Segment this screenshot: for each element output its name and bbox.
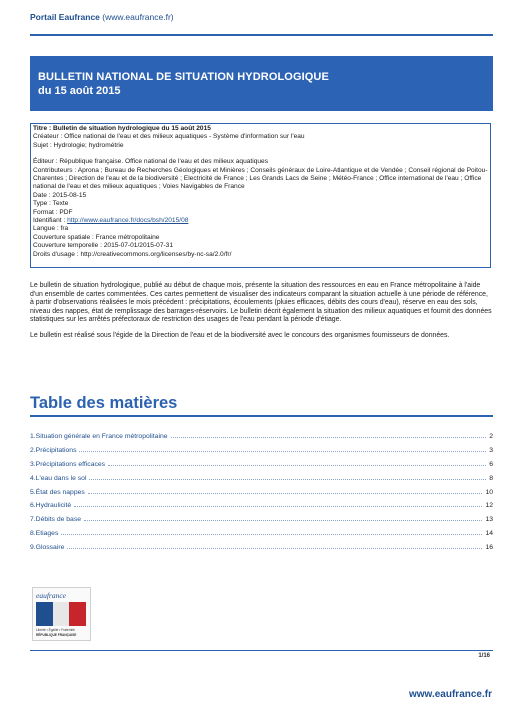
meta-droits: Droits d'usage : http://creativecommons.org/licenses/by-nc-sa/2.0/fr/ (33, 250, 232, 258)
toc-entry-page: 6 (489, 460, 493, 468)
page-number: 1/16 (478, 653, 490, 659)
toc-entry-label: 1.Situation générale en France métropolitaine (30, 433, 168, 440)
toc-entry-label: 9.Glossaire (30, 544, 65, 552)
toc-entry-label: 8.Etiages (30, 530, 59, 538)
toc-entry-label: 3.Précipitations efficaces (30, 460, 106, 468)
french-flag-icon (36, 602, 86, 626)
toc-entry-page: 3 (489, 446, 493, 454)
toc-entry[interactable] (30, 529, 493, 543)
toc-leader (171, 432, 487, 438)
toc-entry-page: 13 (485, 516, 493, 524)
table-of-contents (30, 432, 493, 557)
toc-leader (89, 474, 486, 480)
toc-entry[interactable] (30, 488, 493, 502)
metadata-box (30, 123, 491, 268)
toc-entry-page: 8 (489, 474, 493, 482)
toc-entry-page: 10 (485, 488, 493, 496)
meta-couverture-temporelle: Couverture temporelle : 2015-07-01/2015-07-31 (33, 242, 174, 250)
toc-entry-page: 2 (489, 433, 493, 440)
toc-entry-label: 6.Hydraulicité (30, 502, 72, 510)
toc-entry-label: 5.État des nappes (30, 488, 85, 496)
footer-url-link[interactable]: www.eaufrance.fr (409, 689, 492, 700)
portal-header (30, 12, 174, 22)
portal-url[interactable]: (www.eaufrance.fr) (102, 12, 174, 22)
identifiant-link[interactable]: http://www.eaufrance.fr/docs/bsh/2015/08 (67, 217, 189, 225)
meta-titre: Titre : Bulletin de situation hydrologique du 15 août 2015 (33, 125, 211, 132)
meta-createur: Créateur : Office national de l'eau et des milieux aquatiques - Système d'information sur l'eau (33, 133, 305, 141)
toc-entry-label: 4.L'eau dans le sol (30, 474, 87, 482)
meta-editeur: Éditeur : République française. Office national de l'eau et des milieux aquatiques (33, 158, 268, 166)
toc-leader (108, 460, 486, 466)
toc-entry-page: 16 (485, 544, 493, 552)
logo-brand: eaufrance (36, 591, 66, 600)
toc-entry[interactable] (30, 460, 493, 474)
toc-entry-label: 2.Précipitations (30, 446, 77, 454)
footer-divider (30, 650, 493, 651)
toc-entry[interactable] (30, 501, 493, 515)
toc-heading: Table des matières (30, 394, 178, 412)
toc-entry[interactable] (30, 446, 493, 460)
meta-identifiant (33, 217, 488, 225)
toc-entry-page: 12 (485, 502, 493, 510)
toc-leader (79, 446, 486, 452)
toc-entry[interactable] (30, 432, 493, 446)
toc-leader (74, 501, 482, 507)
document-title: BULLETIN NATIONAL DE SITUATION HYDROLOGIQUE (38, 71, 329, 83)
toc-entry[interactable] (30, 515, 493, 529)
toc-leader (84, 515, 482, 521)
intro-paragraph-2: Le bulletin est réalisé sous l'égide de la Direction de l'eau et de la biodiversité avec le concours des organismes fournisseurs de données. (30, 331, 450, 339)
meta-sujet: Sujet : Hydrologie; hydrométrie (33, 141, 124, 149)
toc-entry[interactable] (30, 474, 493, 488)
logo-motto: Liberté • Égalité • Fraternité (36, 628, 75, 632)
toc-leader (61, 529, 482, 535)
meta-langue: Langue : fra (33, 225, 69, 233)
introduction (30, 282, 493, 348)
portal-name: Portail Eaufrance (30, 12, 100, 22)
meta-format: Format : PDF (33, 208, 73, 216)
eaufrance-logo (32, 587, 91, 641)
toc-leader (67, 543, 482, 549)
intro-paragraph-1: Le bulletin de situation hydrologique, publié au début de chaque mois, présente la situation des ressources en eau en France métropolitaine à l'aide d'un ensemble de cartes commentées. Ces cartes permettent de visualiser des indicateurs comparant la situation actuelle à une période de référence, à partir d'observations réalisées le mois précédent : précipitations, écoulements (pluies efficaces, débits des cours d'eau), réserve en eau des sols, niveau des nappes, état de remplissage des barrages-réservoirs. Le bulletin décrit également la situation des milieux aquatiques et fournit des données statistiques sur les arrêtés préfectoraux de restriction des usages de l'eau pendant la période d'étiage. (30, 282, 492, 324)
toc-entry-page: 14 (485, 530, 493, 538)
toc-entry[interactable] (30, 543, 493, 557)
meta-type: Type : Texte (33, 200, 69, 208)
logo-republic: RÉPUBLIQUE FRANÇAISE (36, 633, 77, 637)
toc-entry-label: 7.Débits de base (30, 516, 82, 524)
toc-divider (30, 415, 493, 417)
meta-contributeurs: Contributeurs : Aprona ; Bureau de Recherches Géologiques et Minières ; Conseils généraux de Loire-Atlantique et de Vendée ; Conseil régional de Poitou-Charentes ; Direction de l'eau et de la biodiversité ; Electricité de France ; Les Grands Lacs de Seine ; Météo-France ; Office international de l'eau ; Office national de l'eau et des milieux aquatiques ; Voies Navigables de France (33, 166, 488, 191)
document-date: du 15 août 2015 (38, 85, 121, 97)
meta-couverture-spatiale: Couverture spatiale : France métropolitaine (33, 233, 160, 241)
meta-date: Date : 2015-08-15 (33, 191, 87, 199)
toc-leader (88, 488, 483, 494)
meta-identifiant-label: Identifiant : (33, 217, 68, 225)
title-banner (30, 56, 493, 111)
header-divider (30, 34, 493, 36)
